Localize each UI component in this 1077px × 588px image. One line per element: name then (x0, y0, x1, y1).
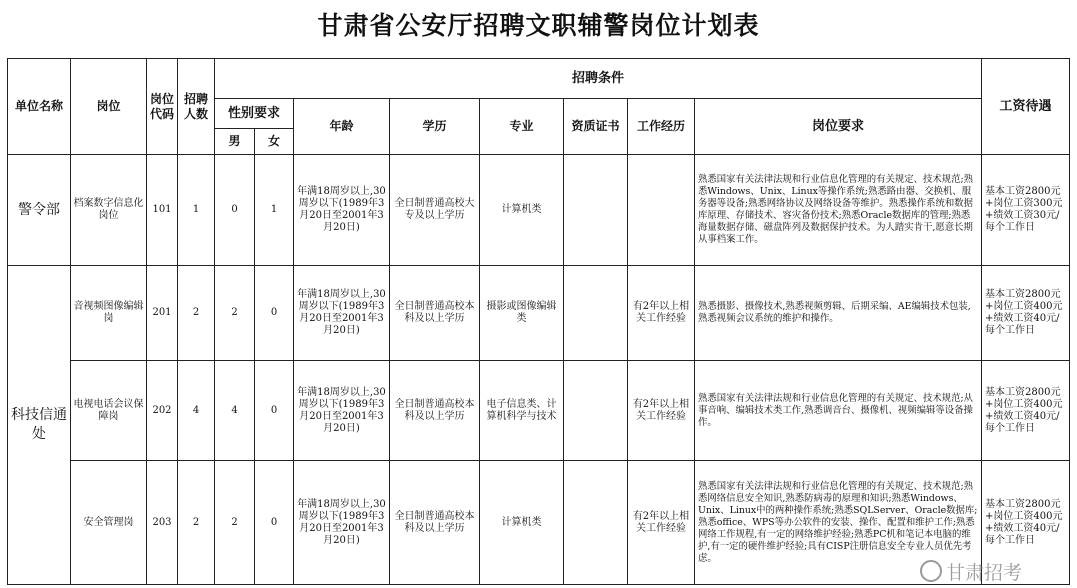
salary: 基本工资2800元+岗位工资400元+绩效工资40元/每个工作日 (982, 361, 1070, 461)
position-code: 101 (147, 155, 178, 266)
female-count: 0 (255, 461, 294, 585)
header-count: 招聘人数 (178, 59, 215, 155)
salary: 基本工资2800元+岗位工资300元+绩效工资30元/每个工作日 (982, 155, 1070, 266)
age-requirement: 年满18周岁以上,30周岁以下(1989年3月20日至2001年3月20日) (294, 461, 390, 585)
female-count: 0 (255, 266, 294, 361)
header-position: 岗位 (71, 59, 147, 155)
unit-name: 科技信通处 (8, 266, 71, 585)
header-requirements: 岗位要求 (695, 99, 982, 155)
position-name: 档案数字信息化岗位 (71, 155, 147, 266)
age-requirement: 年满18周岁以上,30周岁以下(1989年3月20日至2001年3月20日) (294, 266, 390, 361)
table-row (8, 461, 1070, 585)
position-code: 202 (147, 361, 178, 461)
female-count: 1 (255, 155, 294, 266)
cert-requirement (564, 155, 628, 266)
header-gender: 性别要求 (215, 99, 294, 129)
education-requirement: 全日制普通高校本科及以上学历 (390, 461, 480, 585)
table-row (8, 266, 1070, 361)
salary: 基本工资2800元+岗位工资400元+绩效工资40元/每个工作日 (982, 266, 1070, 361)
job-requirements: 熟悉国家有关法律法规和行业信息化管理的有关规定、技术规范;从事音响、编辑技术类工作,熟悉调音台、摄像机、视频编辑等设备操作。 (695, 361, 982, 461)
header-male: 男 (215, 129, 255, 155)
position-name: 安全管理岗 (71, 461, 147, 585)
header-salary: 工资待遇 (982, 59, 1070, 155)
wechat-icon (920, 560, 942, 582)
header-education: 学历 (390, 99, 480, 155)
header-cert: 资质证书 (564, 99, 628, 155)
header-female: 女 (255, 129, 294, 155)
experience-requirement: 有2年以上相关工作经验 (628, 361, 695, 461)
experience-requirement (628, 155, 695, 266)
recruitment-table (7, 58, 1070, 585)
cert-requirement (564, 461, 628, 585)
cert-requirement (564, 361, 628, 461)
page-title: 甘肃省公安厅招聘文职辅警岗位计划表 (317, 11, 760, 40)
table-row (8, 155, 1070, 266)
hire-count: 4 (178, 361, 215, 461)
salary: 基本工资2800元+岗位工资400元+绩效工资40元/每个工作日 (982, 461, 1070, 585)
age-requirement: 年满18周岁以上,30周岁以下(1989年3月20日至2001年3月20日) (294, 361, 390, 461)
major-requirement: 摄影或图像编辑类 (480, 266, 564, 361)
watermark-text: 甘肃招考 (946, 562, 1023, 584)
unit-name: 警令部 (8, 155, 71, 266)
education-requirement: 全日制普通高校本科及以上学历 (390, 361, 480, 461)
female-count: 0 (255, 361, 294, 461)
position-code: 203 (147, 461, 178, 585)
watermark (920, 558, 1022, 585)
job-requirements: 熟悉国家有关法律法规和行业信息化管理的有关规定、技术规范;熟悉网络信息安全知识,熟悉防病毒的原理和知识;熟悉Windows、Unix、Linux中的两种操作系统;熟悉SQLServer、Oracle数据库;熟悉office、WPS等办公软件的安装、操作、配置和维护工作;熟悉网络工作规程,有一定的网络维护经验;熟悉PC机和笔记本电脑的维护,有一定的硬件维护经验;具有CISP注册信息安全专业人员优先考虑。 (695, 461, 982, 585)
age-requirement: 年满18周岁以上,30周岁以下(1989年3月20日至2001年3月20日) (294, 155, 390, 266)
male-count: 2 (215, 266, 255, 361)
major-requirement: 计算机类 (480, 155, 564, 266)
major-requirement: 电子信息类、计算机科学与技术 (480, 361, 564, 461)
position-code: 201 (147, 266, 178, 361)
job-requirements: 熟悉摄影、摄像技术,熟悉视频剪辑、后期采编、AE编辑技术包装,熟悉视频会议系统的维护和操作。 (695, 266, 982, 361)
male-count: 2 (215, 461, 255, 585)
header-unit: 单位名称 (8, 59, 71, 155)
hire-count: 2 (178, 461, 215, 585)
position-name: 音视频图像编辑岗 (71, 266, 147, 361)
header-major: 专业 (480, 99, 564, 155)
cert-requirement (564, 266, 628, 361)
header-experience: 工作经历 (628, 99, 695, 155)
hire-count: 2 (178, 266, 215, 361)
header-code: 岗位代码 (147, 59, 178, 155)
header-conditions: 招聘条件 (215, 59, 982, 99)
job-requirements: 熟悉国家有关法律法规和行业信息化管理的有关规定、技术规范;熟悉Windows、Unix、Linux等操作系统;熟悉路由器、交换机、服务器等设备;熟悉网络协议及网络设备等维护。熟悉操作系统和数据库原理、存储技术、容灾备份技术;熟悉Oracle数据库的管理;熟悉海量数据存储、磁盘阵列及数据保护技术。为人踏实肯干,愿意长期从事档案工作。 (695, 155, 982, 266)
experience-requirement: 有2年以上相关工作经验 (628, 266, 695, 361)
male-count: 0 (215, 155, 255, 266)
table-row (8, 361, 1070, 461)
hire-count: 1 (178, 155, 215, 266)
major-requirement: 计算机类 (480, 461, 564, 585)
position-name: 电视电话会议保障岗 (71, 361, 147, 461)
experience-requirement: 有2年以上相关工作经验 (628, 461, 695, 585)
male-count: 4 (215, 361, 255, 461)
education-requirement: 全日制普通高校大专及以上学历 (390, 155, 480, 266)
header-age: 年龄 (294, 99, 390, 155)
education-requirement: 全日制普通高校本科及以上学历 (390, 266, 480, 361)
